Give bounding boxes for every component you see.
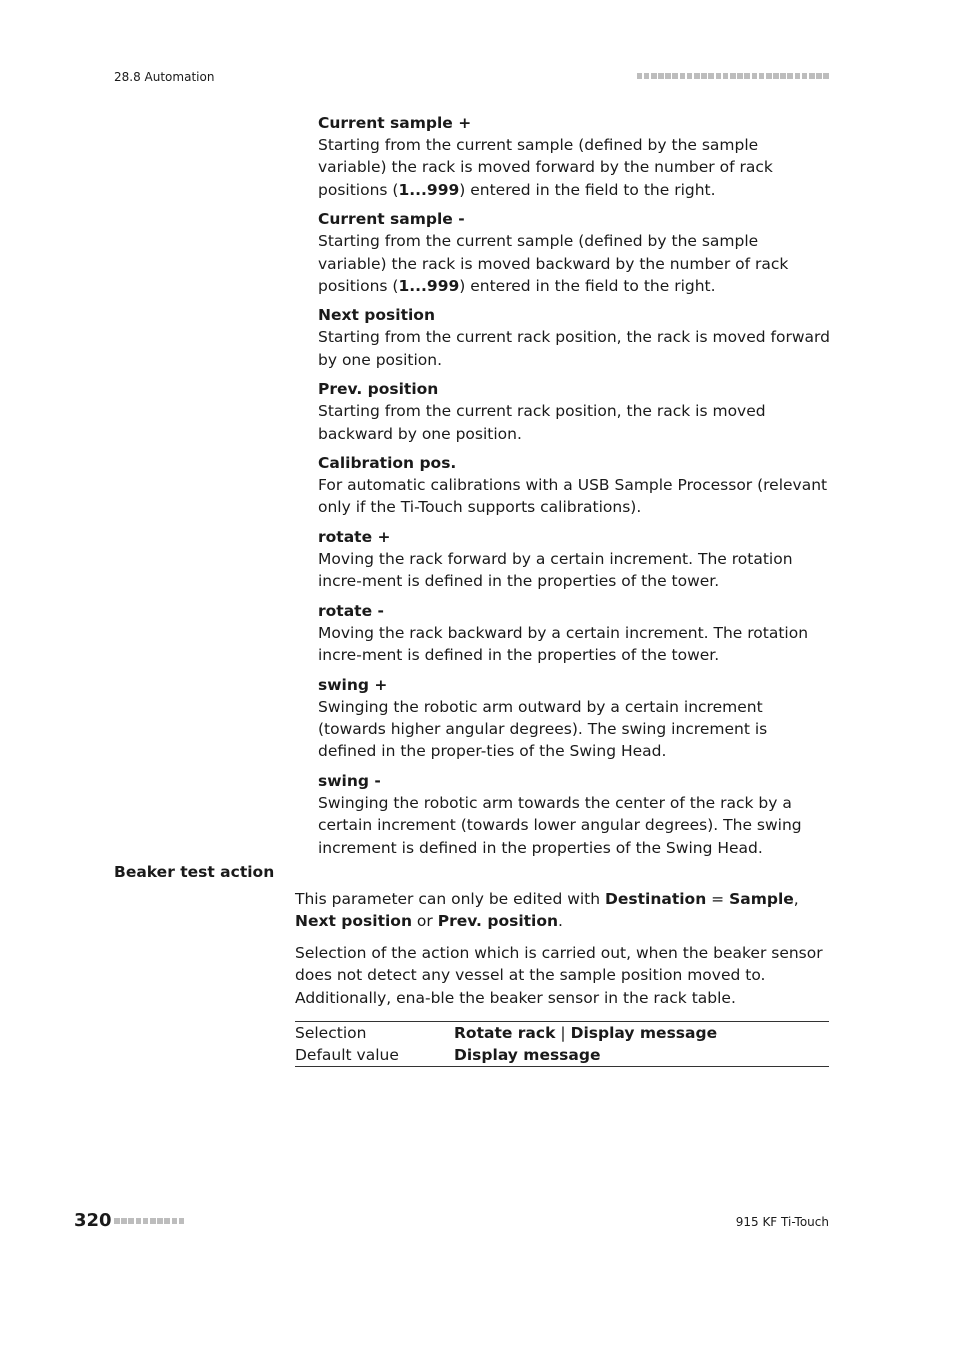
edit-condition-paragraph: This parameter can only be edited with Destination = Sample, Next position or Prev. position.: [295, 890, 799, 931]
entry-term: Prev. position: [318, 380, 439, 399]
entry-term: Next position: [318, 306, 435, 325]
entry-term: swing +: [318, 675, 388, 694]
entry-term: Current sample +: [318, 114, 472, 132]
page-number: 320: [74, 1210, 112, 1231]
entry-definition: Swinging the robotic arm towards the center of the rack by a certain increment (towards lower angular degrees). The swing increment is defined in the properties of the Swing Head.: [318, 793, 802, 857]
entry-definition: Swinging the robotic arm outward by a certain increment (towards higher angular degrees). The swing increment is defined in the proper-ties of the Swing Head.: [318, 697, 768, 761]
entry-prev-position: [318, 378, 830, 445]
parameter-value: Display message: [454, 1046, 601, 1064]
parameter-table: [295, 1021, 829, 1067]
entry-current-sample-plus: [318, 112, 830, 201]
entry-definition: Starting from the current sample (defined by the sample variable) the rack is moved backward by the number of rack positions (1...999) entered in the field to the right.: [318, 232, 789, 296]
entry-calibration-pos: [318, 452, 830, 519]
section-title: Beaker test action: [114, 863, 275, 881]
entry-next-position: [318, 304, 830, 371]
entry-term: rotate +: [318, 527, 391, 546]
entry-definition: Starting from the current sample (defined by the sample variable) the rack is moved forward by the number of rack positions (1...999) entered in the field to the right.: [318, 136, 773, 199]
parameter-label: Selection: [295, 1024, 367, 1042]
entry-swing-minus: [318, 770, 830, 859]
entry-term: Current sample -: [318, 210, 465, 229]
header-decorative-dots: [637, 73, 829, 79]
parameter-row-selection: [295, 1022, 829, 1044]
description-paragraph: Selection of the action which is carried out, when the beaker sensor does not detect any vessel at the sample position moved to. Additionally, ena-ble the beaker sensor in the rack table.: [295, 944, 823, 1007]
entry-term: Calibration pos.: [318, 454, 457, 473]
entry-definition: Starting from the current rack position, the rack is moved forward by one position.: [318, 328, 830, 369]
entry-term: swing -: [318, 771, 381, 790]
entry-definition: Moving the rack backward by a certain increment. The rotation incre-ment is defined in the properties of the tower.: [318, 623, 809, 665]
entry-rotate-plus: [318, 526, 830, 593]
parameter-row-default: [295, 1044, 829, 1066]
entry-current-sample-minus: [318, 208, 830, 297]
parameter-label: Default value: [295, 1046, 399, 1064]
running-header-section: 28.8 Automation: [114, 70, 215, 84]
definition-list: [318, 112, 830, 866]
entry-definition: Moving the rack forward by a certain increment. The rotation incre-ment is defined in the properties of the tower.: [318, 549, 793, 591]
entry-definition: For automatic calibrations with a USB Sample Processor (relevant only if the Ti-Touch supports calibrations).: [318, 476, 828, 517]
parameter-value: Rotate rack | Display message: [454, 1024, 718, 1042]
running-footer-product: 915 KF Ti-Touch: [735, 1215, 829, 1229]
entry-term: rotate -: [318, 601, 384, 620]
entry-swing-plus: [318, 674, 830, 763]
footer-decorative-dots: [114, 1218, 184, 1224]
entry-definition: Starting from the current rack position, the rack is moved backward by one position.: [318, 402, 766, 443]
entry-rotate-minus: [318, 600, 830, 667]
